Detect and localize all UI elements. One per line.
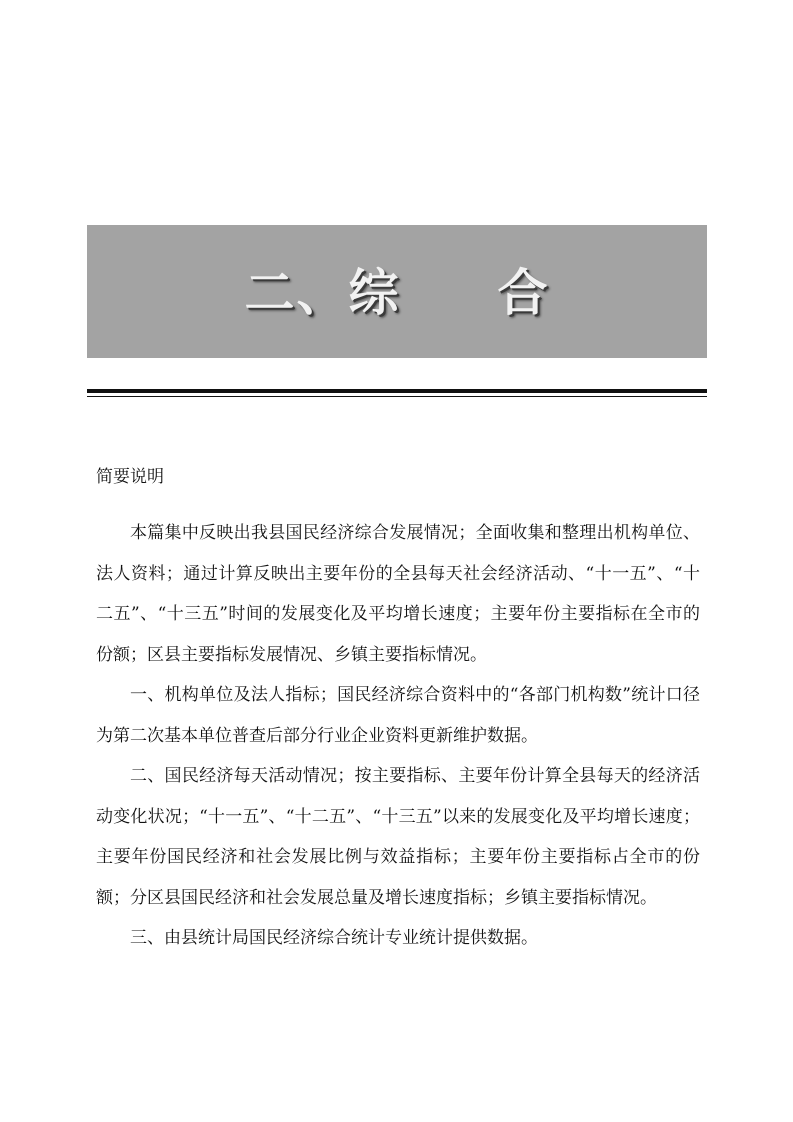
paragraph-item-3: 三、由县统计局国民经济综合统计专业统计提供数据。 bbox=[130, 928, 538, 948]
section-heading: 简要说明 bbox=[96, 467, 164, 487]
chapter-content bbox=[96, 463, 700, 959]
paragraph-intro: 本篇集中反映出我县国民经济综合发展情况；全面收集和整理出机构单位、法人资料；通过计算反映出主要年份的全县每天社会经济活动、“十一五”、“十二五”、“十三五”时间的发展变化及平均增长速度；主要年份主要指标在全市的份额；区县主要指标发展情况、乡镇主要指标情况。 bbox=[96, 523, 700, 665]
divider-thin bbox=[87, 396, 707, 397]
paragraph-item-1: 一、机构单位及法人指标；国民经济综合资料中的“各部门机构数”统计口径为第二次基本单位普查后部分行业企业资料更新维护数据。 bbox=[96, 685, 700, 746]
divider-thick bbox=[87, 389, 707, 393]
chapter-banner bbox=[87, 225, 707, 358]
paragraph-item-2: 二、国民经济每天活动情况；按主要指标、主要年份计算全县每天的经济活动变化状况；“十一五”、“十二五”、“十三五”以来的发展变化及平均增长速度；主要年份国民经济和社会发展比例与效益指标；主要年份主要指标占全市的份额；分区县国民经济和社会发展总量及增长速度指标；乡镇主要指标情况。 bbox=[96, 766, 700, 908]
chapter-title: 二、综 合 bbox=[244, 262, 550, 322]
